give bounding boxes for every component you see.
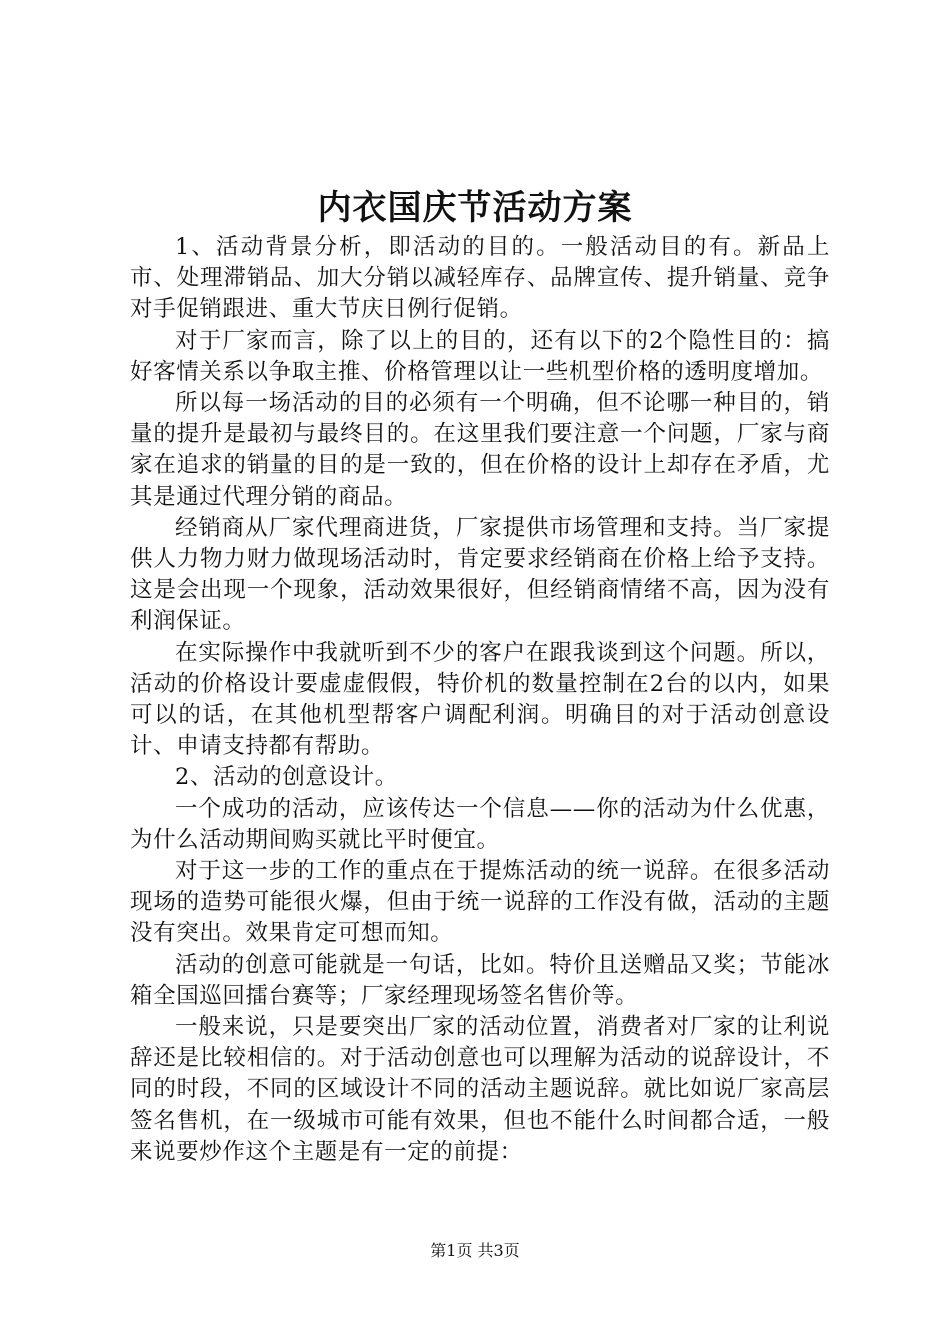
page-footer: 第1页 共3页 (430, 1241, 520, 1260)
paragraph: 活动的创意可能就是一句话，比如。特价且送赠品又奖；节能冰箱全国巡回擂台赛等；厂家经理现场签名售价等。 (130, 951, 830, 1009)
paragraph: 一个成功的活动，应该传达一个信息——你的活动为什么优惠，为什么活动期间购买就比平时便宜。 (130, 795, 830, 853)
paragraph: 对于这一步的工作的重点在于提炼活动的统一说辞。在很多活动现场的造势可能很火爆，但由于统一说辞的工作没有做，活动的主题没有突出。效果肯定可想而知。 (130, 858, 830, 947)
paragraph: 1、活动背景分析，即活动的目的。一般活动目的有。新品上市、处理滞销品、加大分销以减轻库存、品牌宣传、提升销量、竞争对手促销跟进、重大节庆日例行促销。 (130, 234, 830, 323)
document-title: 内衣国庆节活动方案 (317, 188, 633, 228)
paragraph: 在实际操作中我就听到不少的客户在跟我谈到这个问题。所以，活动的价格设计要虚虚假假，特价机的数量控制在2台的以内，如果可以的话，在其他机型帮客户调配利润。明确目的对于活动创意设计、申请支持都有帮助。 (130, 639, 830, 760)
document-body (130, 232, 830, 1168)
paragraph: 一般来说，只是要突出厂家的活动位置，消费者对厂家的让利说辞还是比较相信的。对于活动创意也可以理解为活动的说辞设计，不同的时段，不同的区域设计不同的活动主题说辞。就比如说厂家高层签名售机，在一级城市可能有效果，但也不能什么时间都合适，一般来说要炒作这个主题是有一定的前提： (130, 1014, 830, 1165)
paragraph: 所以每一场活动的目的必须有一个明确，但不论哪一种目的，销量的提升是最初与最终目的。在这里我们要注意一个问题，厂家与商家在追求的销量的目的是一致的，但在价格的设计上却存在矛盾，尤其是通过代理分销的商品。 (130, 390, 830, 510)
paragraph: 经销商从厂家代理商进货，厂家提供市场管理和支持。当厂家提供人力物力财力做现场活动时，肯定要求经销商在价格上给予支持。这是会出现一个现象，活动效果很好，但经销商情绪不高，因为没有利润保证。 (130, 514, 830, 635)
paragraph: 2、活动的创意设计。 (175, 764, 398, 791)
paragraph: 对于厂家而言，除了以上的目的，还有以下的2个隐性目的：搞好客情关系以争取主推、价格管理以让一些机型价格的透明度增加。 (130, 327, 830, 385)
